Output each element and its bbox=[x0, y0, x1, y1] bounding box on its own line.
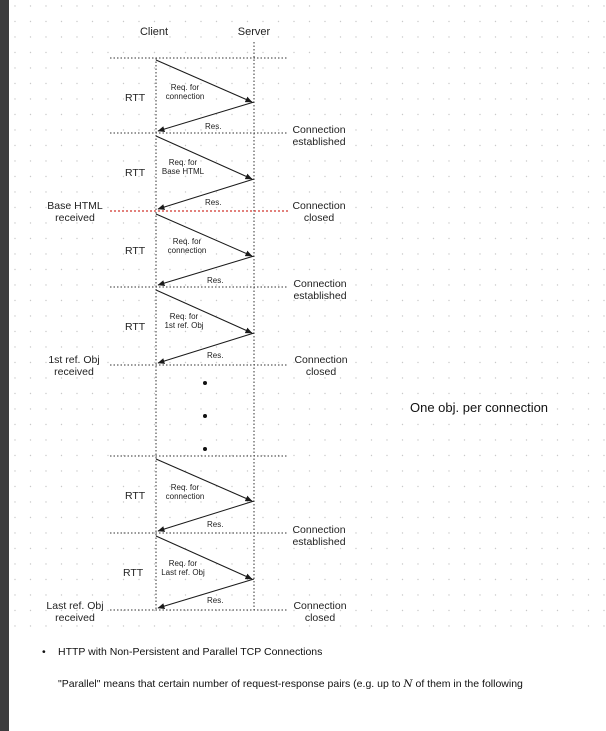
rtt-label: RTT bbox=[125, 245, 146, 257]
res-label: Res. bbox=[207, 276, 224, 285]
rtt-label: RTT bbox=[125, 92, 146, 104]
arrow-res-connection-3 bbox=[158, 501, 254, 531]
res-label: Res. bbox=[205, 198, 222, 207]
conn-established-label: Connection established bbox=[293, 278, 347, 303]
res-label: Res. bbox=[205, 122, 222, 131]
res-label: Res. bbox=[207, 351, 224, 360]
bullet-marker: • bbox=[42, 646, 46, 658]
conn-established-label: Connection established bbox=[292, 524, 346, 549]
base-html-received-label: Base HTML received bbox=[47, 200, 103, 225]
arrow-res-1st-obj bbox=[158, 333, 254, 363]
req-connection-label-1: Req. for connection bbox=[165, 83, 205, 102]
req-connection-label-3: Req. for connection bbox=[165, 483, 205, 502]
first-obj-received-label: 1st ref. Obj received bbox=[48, 354, 100, 379]
req-base-html-label: Req. for Base HTML bbox=[161, 158, 205, 177]
conn-closed-label: Connection closed bbox=[294, 354, 348, 379]
res-label: Res. bbox=[207, 520, 224, 529]
client-label: Client bbox=[139, 26, 169, 38]
last-obj-received-label: Last ref. Obj received bbox=[46, 600, 104, 625]
rtt-label: RTT bbox=[125, 167, 146, 179]
conn-established-label: Connection established bbox=[292, 124, 346, 149]
server-label: Server bbox=[237, 26, 271, 38]
rtt-label: RTT bbox=[125, 490, 146, 502]
bullet-heading: HTTP with Non-Persistent and Parallel TCP Connections bbox=[58, 646, 323, 658]
variable-n: N bbox=[403, 678, 413, 690]
conn-closed-label: Connection closed bbox=[293, 600, 347, 625]
arrow-res-connection-2 bbox=[158, 256, 254, 285]
req-last-obj-label: Req. for Last ref. Obj bbox=[161, 559, 205, 578]
res-label: Res. bbox=[207, 596, 224, 605]
arrow-res-last-obj bbox=[158, 579, 254, 608]
side-note: One obj. per connection bbox=[410, 400, 549, 415]
req-connection-label-2: Req. for connection bbox=[167, 237, 207, 256]
req-1st-obj-label: Req. for 1st ref. Obj bbox=[164, 312, 204, 331]
paragraph-text: "Parallel" means that certain number of request-response pairs (e.g. up to N of them in the following bbox=[58, 678, 523, 690]
ellipsis-dot bbox=[203, 447, 207, 451]
ellipsis-dot bbox=[203, 414, 207, 418]
conn-closed-label: Connection closed bbox=[292, 200, 346, 225]
rtt-label: RTT bbox=[125, 321, 146, 333]
ellipsis-dot bbox=[203, 381, 207, 385]
rtt-label: RTT bbox=[123, 567, 144, 579]
